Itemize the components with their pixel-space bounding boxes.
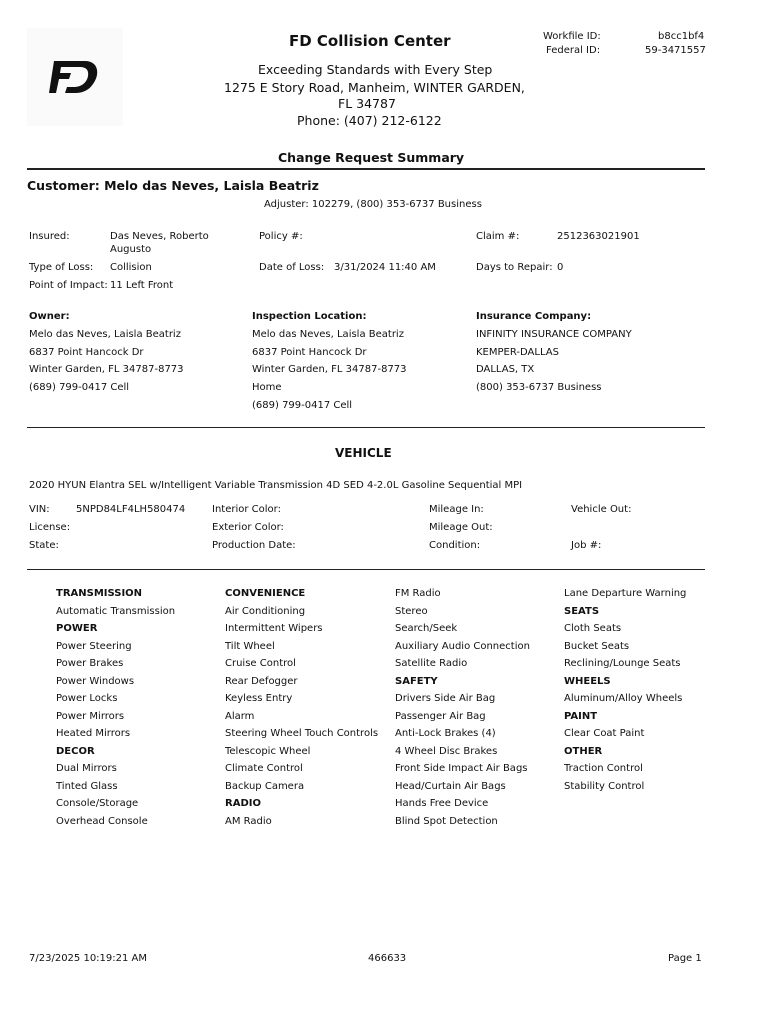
feature-item: Backup Camera: [225, 780, 305, 792]
feature-item: Anti-Lock Brakes (4): [395, 728, 496, 739]
feature-item: Bucket Seats: [564, 640, 630, 652]
company-phone: Phone: (407) 212-6122: [297, 113, 442, 128]
feature-item: Stability Control: [564, 780, 645, 792]
interior-color-label: Interior Color:: [212, 504, 281, 515]
feature-item: Steering Wheel Touch Controls: [225, 728, 379, 739]
features-column-3: [395, 585, 530, 830]
feature-category: TRANSMISSION: [56, 588, 143, 599]
features-column-2: [225, 585, 378, 830]
policy-label: Policy #:: [259, 231, 303, 242]
loss-date-label: Date of Loss:: [259, 262, 325, 273]
loss-type-value: Collision: [110, 262, 152, 273]
inspection-line: Home: [252, 382, 282, 393]
feature-item: Power Locks: [56, 693, 118, 704]
feature-item: Power Steering: [56, 640, 132, 652]
feature-item: Auxiliary Audio Connection: [395, 640, 530, 652]
feature-item: Cruise Control: [225, 658, 296, 669]
feature-item: Climate Control: [225, 763, 303, 774]
adjuster-info: Adjuster: 102279, (800) 353-6737 Business: [264, 199, 482, 210]
feature-category: PAINT: [564, 710, 598, 722]
fd-logo-icon: [27, 28, 123, 126]
footer-page-number: Page 1: [668, 953, 702, 964]
insurance-line: INFINITY INSURANCE COMPANY: [476, 329, 632, 340]
feature-item: Search/Seek: [395, 623, 458, 634]
feature-item: Clear Coat Paint: [564, 728, 645, 739]
feature-category: CONVENIENCE: [225, 588, 306, 599]
state-label: State:: [29, 540, 59, 551]
title-divider: [27, 168, 705, 170]
condition-label: Condition:: [429, 540, 481, 551]
feature-item: Reclining/Lounge Seats: [564, 658, 681, 669]
loss-date-value: 3/31/2024 11:40 AM: [334, 262, 436, 273]
inspection-heading: Inspection Location:: [252, 311, 367, 322]
workfile-id-value: b8cc1bf4: [658, 31, 705, 42]
feature-item: Blind Spot Detection: [395, 815, 498, 827]
company-tagline: Exceeding Standards with Every Step: [258, 62, 493, 77]
feature-item: Air Conditioning: [225, 605, 306, 617]
feature-item: Head/Curtain Air Bags: [395, 780, 506, 792]
owner-line: Winter Garden, FL 34787-8773: [29, 364, 184, 375]
page-title: Change Request Summary: [278, 150, 465, 165]
company-address-line1: 1275 E Story Road, Manheim, WINTER GARDEN,: [224, 80, 525, 95]
features-column-4: [564, 585, 686, 795]
feature-item: Power Windows: [56, 675, 135, 687]
mileage-in-label: Mileage In:: [429, 504, 484, 515]
feature-item: Traction Control: [564, 763, 643, 774]
feature-item: Overhead Console: [56, 815, 148, 827]
production-date-label: Production Date:: [212, 540, 296, 551]
federal-id-label: Federal ID:: [546, 45, 601, 56]
mileage-out-label: Mileage Out:: [429, 522, 493, 533]
loss-type-label: Type of Loss:: [29, 262, 94, 273]
section-divider: [27, 427, 705, 428]
days-repair-label: Days to Repair:: [476, 262, 553, 273]
days-repair-value: 0: [557, 262, 564, 273]
feature-item: Dual Mirrors: [56, 763, 117, 774]
feature-category: RADIO: [225, 798, 261, 809]
feature-item: Alarm: [225, 710, 255, 722]
feature-item: Power Mirrors: [56, 710, 125, 722]
feature-item: 4 Wheel Disc Brakes: [395, 745, 498, 757]
footer-doc-number: 466633: [368, 953, 407, 964]
inspection-line: Melo das Neves, Laisla Beatriz: [252, 329, 404, 340]
feature-item: Tinted Glass: [56, 780, 118, 792]
inspection-line: 6837 Point Hancock Dr: [252, 347, 367, 358]
feature-category: POWER: [56, 623, 98, 634]
feature-item: Lane Departure Warning: [564, 588, 687, 599]
vehicle-out-label: Vehicle Out:: [571, 504, 632, 515]
feature-item: Telescopic Wheel: [225, 745, 311, 757]
vin-value: 5NPD84LF4LH580474: [76, 504, 186, 515]
inspection-line: (689) 799-0417 Cell: [252, 400, 353, 411]
feature-category: SAFETY: [395, 675, 438, 687]
features-column-1: [56, 585, 175, 830]
exterior-color-label: Exterior Color:: [212, 522, 284, 533]
vehicle-description: 2020 HYUN Elantra SEL w/Intelligent Variable Transmission 4D SED 4-2.0L Gasoline Sequential MPI: [29, 480, 523, 491]
company-logo: [27, 28, 123, 126]
vehicle-divider: [27, 569, 705, 570]
insurance-line: DALLAS, TX: [476, 364, 535, 375]
feature-category: SEATS: [564, 605, 600, 617]
company-name: FD Collision Center: [289, 32, 451, 50]
feature-category: WHEELS: [564, 675, 611, 687]
feature-item: Intermittent Wipers: [225, 623, 323, 634]
federal-id-value: 59-3471557: [645, 45, 706, 56]
inspection-line: Winter Garden, FL 34787-8773: [252, 364, 407, 375]
owner-line: (689) 799-0417 Cell: [29, 382, 130, 393]
insurance-line: (800) 353-6737 Business: [476, 382, 602, 393]
insurance-line: KEMPER-DALLAS: [476, 347, 559, 358]
feature-item: Hands Free Device: [395, 798, 489, 809]
insured-value-line1: Das Neves, Roberto: [110, 231, 209, 242]
customer-name: Customer: Melo das Neves, Laisla Beatriz: [27, 178, 319, 193]
feature-item: Automatic Transmission: [56, 605, 176, 617]
vehicle-heading: VEHICLE: [335, 446, 392, 460]
license-label: License:: [29, 522, 71, 533]
vin-label: VIN:: [29, 504, 50, 515]
job-number-label: Job #:: [571, 540, 602, 551]
feature-item: Front Side Impact Air Bags: [395, 763, 528, 774]
workfile-id-label: Workfile ID:: [543, 31, 601, 42]
feature-item: FM Radio: [395, 588, 441, 599]
feature-item: Satellite Radio: [395, 658, 468, 669]
feature-item: Cloth Seats: [564, 623, 622, 634]
feature-item: AM Radio: [225, 815, 272, 827]
insured-label: Insured:: [29, 231, 70, 242]
company-address-line2: FL 34787: [338, 96, 396, 111]
feature-item: Drivers Side Air Bag: [395, 693, 496, 704]
feature-item: Console/Storage: [56, 798, 139, 809]
feature-item: Rear Defogger: [225, 675, 298, 687]
feature-item: Aluminum/Alloy Wheels: [564, 693, 683, 704]
insurance-heading: Insurance Company:: [476, 311, 592, 322]
claim-value: 2512363021901: [557, 231, 640, 242]
feature-item: Passenger Air Bag: [395, 710, 486, 722]
feature-category: OTHER: [564, 745, 603, 757]
feature-item: Heated Mirrors: [56, 728, 131, 739]
feature-item: Keyless Entry: [225, 693, 293, 704]
feature-item: Tilt Wheel: [225, 640, 275, 652]
feature-category: DECOR: [56, 745, 95, 757]
feature-item: Stereo: [395, 605, 428, 617]
footer-datetime: 7/23/2025 10:19:21 AM: [29, 953, 148, 964]
owner-line: Melo das Neves, Laisla Beatriz: [29, 329, 181, 340]
owner-line: 6837 Point Hancock Dr: [29, 347, 144, 358]
feature-item: Power Brakes: [56, 658, 124, 669]
impact-label: Point of Impact:: [29, 280, 108, 291]
impact-value: 11 Left Front: [110, 280, 174, 291]
insured-value-line2: Augusto: [110, 244, 152, 255]
claim-label: Claim #:: [476, 231, 520, 242]
owner-heading: Owner:: [29, 311, 70, 322]
